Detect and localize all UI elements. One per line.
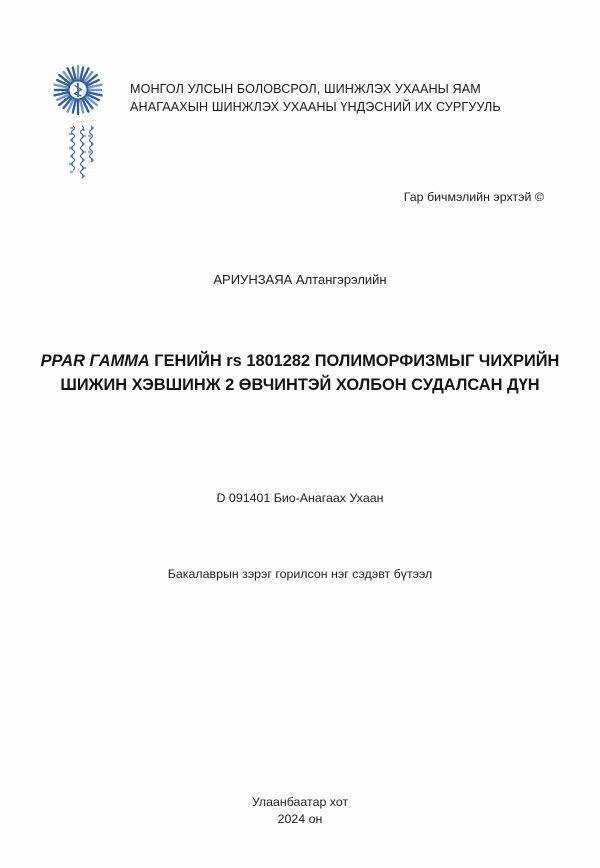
copyright-notice: Гар бичмэлийн эрхтэй ©: [403, 190, 544, 204]
specialty-code: D 091401 Био-Анагаах Ухаан: [216, 491, 384, 505]
thesis-title-line-1-text: ГЕНИЙН rs 1801282 ПОЛИМОРФИЗМЫГ ЧИХРИЙН: [149, 352, 560, 370]
year: 2024 он: [277, 812, 323, 826]
thesis-title-line-1: [0, 349, 600, 373]
thesis-title-line-2: ШИЖИН ХЭВШИНЖ 2 ӨВЧИНТЭЙ ХОЛБОН СУДАЛСАН ДҮН: [60, 376, 540, 394]
author-name: АРИУНЗАЯА Алтангэрэлийн: [213, 272, 387, 287]
thesis-title: [0, 349, 600, 397]
ministry-name: МОНГОЛ УЛСЫН БОЛОВСРОЛ, ШИНЖЛЭХ УХААНЫ ЯАМ: [130, 82, 481, 96]
degree-statement: Бакалаврын зэрэг горилсон нэг сэдэвт бүтээл: [167, 567, 433, 581]
university-name: АНАГААХЫН ШИНЖЛЭХ УХААНЫ ҮНДЭСНИЙ ИХ СУРГУУЛЬ: [130, 100, 501, 114]
place-and-year: [0, 794, 600, 828]
university-emblem-icon: [52, 64, 108, 214]
institution-header: [130, 80, 570, 116]
city: Улаанбаатар хот: [251, 795, 349, 809]
gene-name: PPAR ГАММА: [40, 352, 150, 370]
